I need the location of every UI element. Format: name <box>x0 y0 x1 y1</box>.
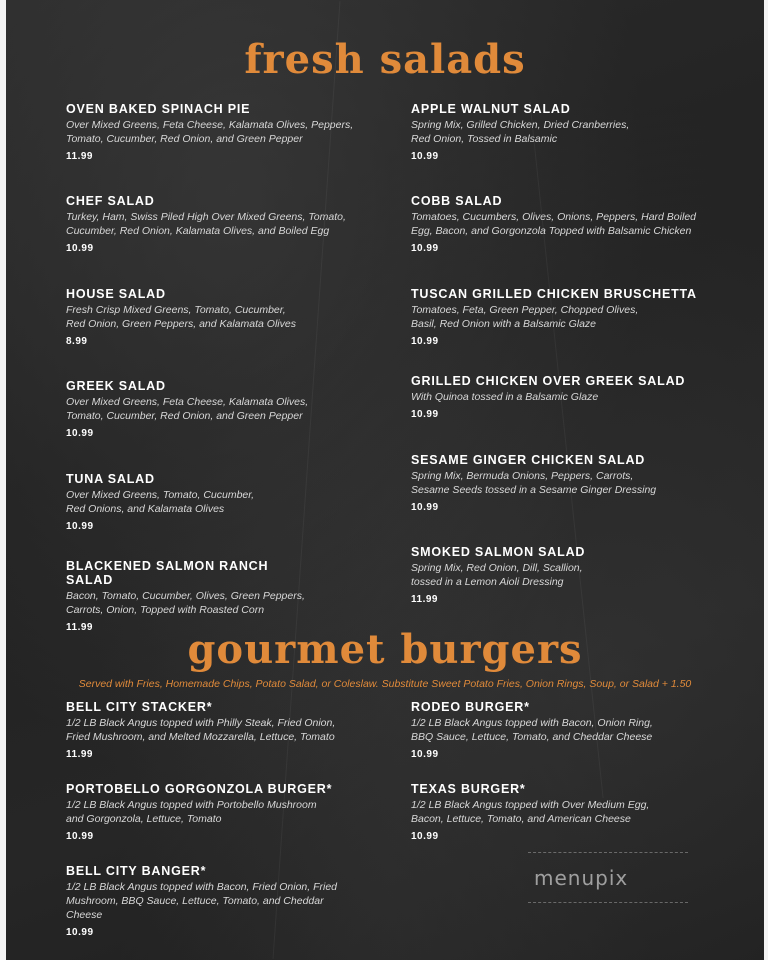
item-name: GREEK SALAD <box>66 379 166 393</box>
burgers-side-note: Served with Fries, Homemade Chips, Potato Salad, or Coleslaw. Substitute Sweet Potato Fries, Onion Rings, Soup, or Salad + 1.50 <box>78 678 692 690</box>
menu-item <box>66 782 336 842</box>
item-price: 10.99 <box>411 749 439 760</box>
item-description: 1/2 LB Black Angus topped with Philly Steak, Fried Onion, Fried Mushroom, and Melted Mozzarella, Lettuce, Tomato <box>66 717 336 743</box>
menu-item <box>411 194 701 254</box>
item-name: APPLE WALNUT SALAD <box>411 102 571 116</box>
item-description: Spring Mix, Red Onion, Dill, Scallion, tossed in a Lemon Aioli Dressing <box>411 562 583 588</box>
menu-item <box>66 472 266 532</box>
menu-item <box>66 194 351 254</box>
item-price: 10.99 <box>411 502 439 513</box>
item-price: 10.99 <box>411 243 439 254</box>
menu-item <box>411 374 711 420</box>
item-description: 1/2 LB Black Angus topped with Over Medium Egg, Bacon, Lettuce, Tomato, and American Cheese <box>411 799 650 825</box>
menu-item <box>66 287 306 347</box>
item-description: 1/2 LB Black Angus topped with Bacon, Fried Onion, Fried Mushroom, BBQ Sauce, Lettuce, Tomato, and Cheddar Cheese <box>66 881 338 921</box>
menu-item <box>66 559 316 633</box>
item-name: BELL CITY STACKER* <box>66 700 213 714</box>
item-description: Tomatoes, Cucumbers, Olives, Onions, Peppers, Hard Boiled Egg, Bacon, and Gorgonzola Topped with Balsamic Chicken <box>411 211 696 237</box>
menu-board <box>6 0 764 960</box>
item-description: Bacon, Tomato, Cucumber, Olives, Green Peppers, Carrots, Onion, Topped with Roasted Corn <box>66 590 305 616</box>
watermark-border <box>528 852 688 853</box>
item-description: Over Mixed Greens, Feta Cheese, Kalamata Olives, Tomato, Cucumber, Red Onion, and Green Pepper <box>66 396 309 422</box>
item-price: 10.99 <box>66 927 94 938</box>
item-price: 11.99 <box>66 622 93 633</box>
menu-item <box>66 102 366 162</box>
item-description: Over Mixed Greens, Tomato, Cucumber, Red Onions, and Kalamata Olives <box>66 489 255 515</box>
item-name: PORTOBELLO GORGONZOLA BURGER* <box>66 782 333 796</box>
menu-item <box>66 864 361 938</box>
watermark-border <box>528 902 688 903</box>
item-price: 10.99 <box>411 151 439 162</box>
menu-item <box>66 700 351 760</box>
menu-item <box>66 379 311 439</box>
item-price: 10.99 <box>411 409 439 420</box>
item-description: Spring Mix, Grilled Chicken, Dried Cranberries, Red Onion, Tossed in Balsamic <box>411 119 630 145</box>
item-name: TEXAS BURGER* <box>411 782 526 796</box>
item-description: 1/2 LB Black Angus topped with Bacon, Onion Ring, BBQ Sauce, Lettuce, Tomato, and Cheddar Cheese <box>411 717 653 743</box>
item-price: 10.99 <box>66 831 94 842</box>
item-price: 11.99 <box>66 151 93 162</box>
item-name: OVEN BAKED SPINACH PIE <box>66 102 251 116</box>
item-name: GRILLED CHICKEN OVER GREEK SALAD <box>411 374 686 388</box>
item-description: Tomatoes, Feta, Green Pepper, Chopped Olives, Basil, Red Onion with a Balsamic Glaze <box>411 304 639 330</box>
item-price: 8.99 <box>66 336 88 347</box>
item-name: BLACKENED SALMON RANCH SALAD <box>66 559 269 587</box>
menu-item <box>411 102 651 162</box>
item-description: Spring Mix, Bermuda Onions, Peppers, Carrots, Sesame Seeds tossed in a Sesame Ginger Dressing <box>411 470 657 496</box>
salads-section-title: fresh salads <box>244 36 526 83</box>
item-name: TUNA SALAD <box>66 472 155 486</box>
item-name: TUSCAN GRILLED CHICKEN BRUSCHETTA <box>411 287 697 301</box>
item-name: SESAME GINGER CHICKEN SALAD <box>411 453 646 467</box>
item-name: SMOKED SALMON SALAD <box>411 545 586 559</box>
item-name: CHEF SALAD <box>66 194 155 208</box>
watermark-logo: menupix <box>534 866 629 890</box>
item-price: 10.99 <box>66 243 94 254</box>
item-price: 10.99 <box>411 831 439 842</box>
item-name: RODEO BURGER* <box>411 700 530 714</box>
item-price: 10.99 <box>66 428 94 439</box>
item-description: Fresh Crisp Mixed Greens, Tomato, Cucumber, Red Onion, Green Peppers, and Kalamata Olives <box>66 304 296 330</box>
item-description: Over Mixed Greens, Feta Cheese, Kalamata Olives, Peppers, Tomato, Cucumber, Red Onion, and Green Pepper <box>66 119 354 145</box>
menu-item <box>411 545 601 605</box>
burgers-section-title: gourmet burgers <box>187 626 583 673</box>
item-name: COBB SALAD <box>411 194 503 208</box>
menu-item <box>411 782 661 842</box>
item-description: Turkey, Ham, Swiss Piled High Over Mixed Greens, Tomato, Cucumber, Red Onion, Kalamata Olives, and Boiled Egg <box>66 211 346 237</box>
item-price: 10.99 <box>66 521 94 532</box>
item-price: 11.99 <box>66 749 93 760</box>
item-name: BELL CITY BANGER* <box>66 864 207 878</box>
item-description: 1/2 LB Black Angus topped with Portobello Mushroom and Gorgonzola, Lettuce, Tomato <box>66 799 317 825</box>
menu-item <box>411 453 661 513</box>
item-name: HOUSE SALAD <box>66 287 166 301</box>
item-description: With Quinoa tossed in a Balsamic Glaze <box>411 391 599 403</box>
menu-item <box>411 287 711 347</box>
menu-item <box>411 700 661 760</box>
item-price: 10.99 <box>411 336 439 347</box>
item-price: 11.99 <box>411 594 438 605</box>
